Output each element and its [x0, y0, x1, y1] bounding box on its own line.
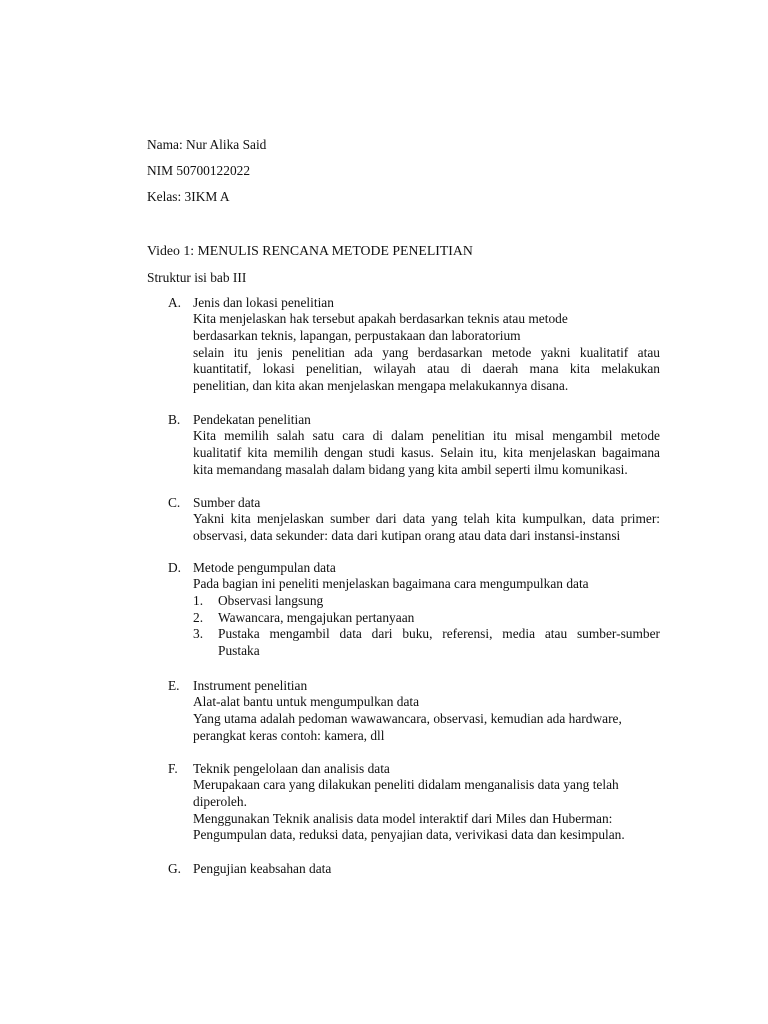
paragraph-line: berdasarkan teknis, lapangan, perpustakaan dan laboratorium: [193, 327, 521, 343]
section-c-body: [193, 511, 660, 545]
section-d-body: [193, 576, 660, 660]
paragraph-line: Pengumpulan data, reduksi data, penyajian data, verivikasi data dan kesimpulan.: [193, 827, 625, 843]
paragraph-line: kita memandang masalah dalam bidang yang kita ambil seperti ilmu komunikasi.: [193, 461, 628, 477]
section-b: [168, 411, 660, 478]
section-g-heading: [168, 860, 660, 877]
paragraph-line: Alat-alat bantu untuk mengumpulkan data: [193, 694, 420, 709]
section-title: Teknik pengelolaan dan analisis data: [193, 761, 390, 776]
section-a-body: [193, 311, 660, 395]
section-letter: F.: [168, 761, 178, 776]
item-number: 2.: [193, 609, 204, 625]
paragraph-line: Kita memilih salah satu cara di dalam penelitian itu misal mengambil metode: [193, 428, 660, 443]
section-a-heading: [168, 294, 660, 311]
paragraph-line: observasi, data sekunder: data dari kutipan orang atau data dari instansi-instansi: [193, 527, 621, 543]
item-text: Observasi langsung: [218, 592, 324, 608]
section-title: Sumber data: [193, 495, 261, 510]
student-name: Nama: Nur Alika Said: [147, 137, 267, 152]
item-number: 1.: [193, 592, 204, 608]
section-b-heading: [168, 411, 660, 428]
section-title: Metode pengumpulan data: [193, 560, 336, 575]
item-continuation: Pustaka: [218, 643, 260, 659]
item-text: Pustaka mengambil data dari buku, referensi, media atau sumber-sumber: [218, 626, 660, 642]
section-e-heading: [168, 677, 660, 694]
item-number: 3.: [193, 626, 204, 642]
section-letter: D.: [168, 560, 182, 575]
section-letter: C.: [168, 495, 181, 510]
section-letter: B.: [168, 412, 181, 427]
section-title: Pendekatan penelitian: [193, 412, 311, 427]
section-letter: A.: [168, 295, 182, 310]
student-nim: NIM 50700122022: [147, 163, 251, 178]
section-a: [168, 294, 660, 395]
section-d: [168, 559, 660, 660]
section-letter: E.: [168, 678, 180, 693]
paragraph-line: penelitian, dan kita akan menjelaskan mengapa melakukannya disana.: [193, 378, 569, 394]
section-d-heading: [168, 559, 660, 576]
numbered-item: [193, 610, 660, 627]
student-class: Kelas: 3IKM A: [147, 189, 230, 204]
paragraph-line: selain itu jenis penelitian ada yang berdasarkan metode yakni kualitatif atau: [193, 344, 660, 360]
document-title: Video 1: MENULIS RENCANA METODE PENELITIAN: [147, 243, 473, 258]
section-letter: G.: [168, 861, 182, 876]
paragraph-line: perangkat keras contoh: kamera, dll: [193, 727, 385, 743]
paragraph-line: kualitatif kita memilih dengan studi kasus. Selain itu, kita menjelaskan bagaimana: [193, 444, 660, 460]
section-title: Instrument penelitian: [193, 678, 308, 693]
paragraph-line: Pada bagian ini peneliti menjelaskan bagaimana cara mengumpulkan data: [193, 576, 589, 591]
section-g: [168, 860, 660, 877]
section-c-heading: [168, 494, 660, 511]
paragraph-line: Yakni kita menjelaskan sumber dari data yang telah kita kumpulkan, data primer:: [193, 511, 660, 526]
paragraph-line: Merupakaan cara yang dilakukan peneliti didalam menganalisis data yang telah: [193, 777, 619, 792]
numbered-item: [193, 593, 660, 610]
paragraph-line: Kita menjelaskan hak tersebut apakah berdasarkan teknis atau metode: [193, 311, 568, 326]
section-title: Pengujian keabsahan data: [193, 861, 332, 876]
paragraph-line: Yang utama adalah pedoman wawawancara, observasi, kemudian ada hardware,: [193, 710, 622, 726]
section-b-body: [193, 428, 660, 478]
document-subtitle: Struktur isi bab III: [147, 270, 247, 285]
section-e-body: [193, 694, 660, 744]
section-f-heading: [168, 760, 660, 777]
item-text: Wawancara, mengajukan pertanyaan: [218, 609, 415, 625]
section-c: [168, 494, 660, 545]
section-f-body: [193, 777, 660, 844]
paragraph-line: diperoleh.: [193, 793, 247, 809]
paragraph-line: Menggunakan Teknik analisis data model interaktif dari Miles dan Huberman:: [193, 810, 613, 826]
section-e: [168, 677, 660, 744]
section-title: Jenis dan lokasi penelitian: [193, 295, 334, 310]
section-f: [168, 760, 660, 844]
paragraph-line: kuantitatif, lokasi penelitian, wilayah atau di daerah mana kita melakukan: [193, 361, 660, 377]
numbered-item: [193, 626, 660, 643]
